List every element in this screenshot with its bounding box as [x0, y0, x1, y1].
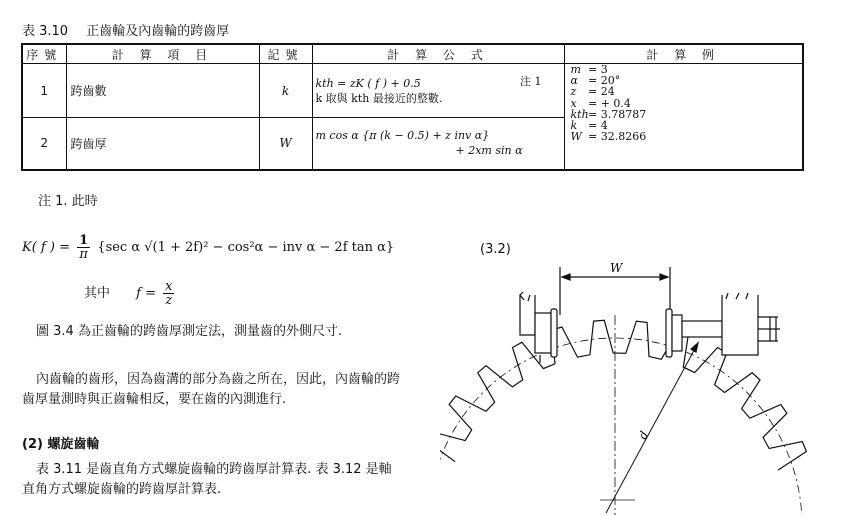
paragraph-2: 內齒輪的齒形，因為齒溝的部分為齒之所在，因此，內齒輪的跨齒厚量測時與正齒輪相反，要在齒的內測進行.: [22, 372, 401, 407]
header-example: 計 算 例: [564, 44, 803, 64]
spindle: [682, 321, 722, 337]
example-symbol: kth: [570, 107, 589, 121]
where-fraction: [163, 280, 174, 307]
example-value: = 20°: [584, 74, 621, 88]
right-anvil-face: [666, 309, 672, 357]
section-paragraph: 表 3.11 是齒直角方式螺旋齒輪的跨齒厚計算表. 表 3.12 是軸直角方式螺旋齒輪的跨齒厚計算表.: [22, 462, 392, 497]
left-frame: [520, 295, 535, 335]
example-symbol: α: [570, 74, 578, 88]
paragraph-1: 圖 3.4 為正齒輪的跨齒厚測定法，測量齒的外側尺寸.: [36, 324, 343, 339]
row-item: 跨齒厚: [66, 118, 259, 170]
section-heading: (2) 螺旋齒輪: [22, 437, 100, 452]
example-symbol: x: [570, 96, 577, 110]
example-symbol: z: [570, 85, 577, 99]
thimble-lines: [758, 317, 780, 341]
diameter-arrow: [691, 343, 698, 352]
calculation-table: [21, 43, 804, 171]
where-clause: [84, 280, 177, 307]
fraction-denominator: π: [79, 247, 88, 262]
where-numerator: x: [165, 279, 173, 294]
row-formula: [312, 118, 564, 170]
row-item: 跨齒數: [66, 64, 259, 118]
table-caption: [22, 20, 229, 39]
row-formula: [312, 64, 564, 118]
example-symbol: k: [570, 119, 578, 133]
left-anvil-body: [535, 313, 551, 353]
example-symbol: W: [570, 130, 582, 144]
pitch-circle: [440, 338, 802, 515]
row-no: 1: [22, 64, 66, 118]
example-symbol: m: [570, 63, 581, 76]
row-symbol: k: [259, 64, 312, 118]
formula-line-2: + 2xm sin α: [455, 144, 523, 158]
left-anvil-face: [551, 309, 557, 357]
row-symbol: W: [259, 118, 312, 170]
header-item: 計 算 項 目: [66, 44, 259, 64]
header-formula: 計 算 公 式: [312, 44, 564, 64]
example-cell: [564, 64, 803, 170]
table-header-row: [22, 44, 803, 64]
where-lhs: f =: [136, 286, 156, 301]
right-frame: [722, 295, 758, 355]
formula-line-1: kth = zK ( f ) + 0.5: [315, 76, 421, 90]
header-symbol: 記號: [259, 44, 312, 64]
formula-line-2: k 取與 kth 最接近的整數.: [315, 91, 443, 105]
d-label: d: [636, 429, 651, 442]
header-no: 序號: [22, 44, 66, 64]
where-denominator: z: [165, 293, 173, 308]
example-value: = 3.78787: [584, 107, 647, 121]
table-title: 正齒輪及內齒輪的跨齒厚: [86, 24, 230, 39]
diameter-line: [606, 343, 698, 513]
row-no: 2: [22, 118, 66, 170]
equation-3-2: [22, 234, 394, 261]
example-item: [571, 131, 803, 142]
table-row: [22, 64, 803, 118]
w-label: W: [610, 261, 623, 275]
fraction-numerator: 1: [79, 233, 89, 248]
equation-fraction: [77, 234, 90, 261]
example-value: = + 0.4: [584, 96, 631, 110]
formula-line-1: m cos α {π (k − 0.5) + z inv α}: [315, 129, 490, 143]
left-frame-break: [520, 292, 530, 301]
equation-lhs: K( f ) =: [22, 240, 70, 255]
formula-note: 注 1: [520, 75, 542, 88]
equation-rhs: {sec α √(1 + 2f)² − cos²α − inv α − 2f tan α}: [97, 240, 395, 255]
example-value: = 3: [584, 63, 608, 76]
equation-label: (3.2): [480, 242, 511, 257]
example-value: = 32.8266: [584, 130, 647, 144]
example-list: [571, 64, 803, 142]
example-value: = 4: [584, 119, 608, 133]
gear-measurement-figure: [440, 255, 840, 515]
right-anvil-body: [672, 315, 682, 351]
example-value: = 24: [584, 85, 615, 99]
table-number: 表 3.10: [22, 24, 69, 39]
where-label: 其中: [84, 286, 111, 301]
note-text: 注 1. 此時: [38, 194, 98, 209]
